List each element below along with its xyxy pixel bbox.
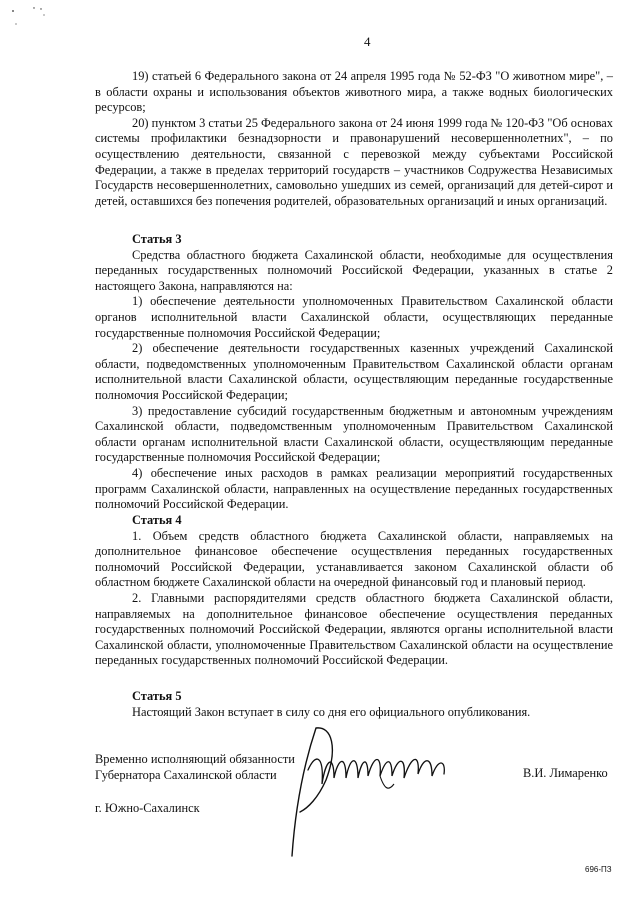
article-3-item-1: 1) обеспечение деятельности уполномоченных Правительством Сахалинской области органов исполнительной власти Сахалинской области, осуществляющих переданные государственные полномочия Российской Федерации; [95, 294, 613, 340]
article-4-part-1: 1. Объем средств областного бюджета Сахалинской области, направляемых на дополнительное финансовое обеспечение осуществления переданных государственных полномочий Российской Федерации, устанавливается законом Сахалинской области об областном бюджете Сахалинской области на очередной финансовый год и плановый период. [95, 528, 613, 590]
article-3-heading: Статья 3 [132, 232, 182, 246]
article-3-item-3: 3) предоставление субсидий государственным бюджетным и автономным учреждениям Сахалинской области, подведомственным уполномоченным Правительством Сахалинской области органам исполнительной власти Сахалинской области, осуществляющим переданные государственные полномочия Российской Федерации; [95, 403, 613, 465]
handwritten-signature [288, 718, 463, 863]
city: г. Южно-Сахалинск [95, 801, 200, 815]
signatory-position-line-2: Губернатора Сахалинской области [95, 767, 277, 782]
article-4 [95, 513, 613, 669]
article-5-heading: Статья 5 [132, 689, 182, 703]
page-number: 4 [364, 34, 371, 49]
article-3-item-2: 2) обеспечение деятельности государственных казенных учреждений Сахалинской области, подведомственных уполномоченным Правительством Сахалинской области органам исполнительной власти Сахалинской области, осуществляющим переданные государственные полномочия Российской Федерации; [95, 341, 613, 402]
signatory-name: В.И. Лимаренко [523, 766, 608, 780]
article-4-part-2: 2. Главными распорядителями средств областного бюджета Сахалинской области, направляемых на дополнительное финансовое обеспечение осуществления переданных государственных полномочий Российской Федерации, являются органы исполнительной власти Сахалинской области, уполномоченные Правительством Сахалинской области на осуществление переданных государственных полномочий Российской Федерации. [95, 590, 613, 668]
document-code: 696-ПЗ [585, 865, 612, 874]
article-3-item-4: 4) обеспечение иных расходов в рамках реализации мероприятий государственных программ Сахалинской области, направленных на осуществление переданных государственных полномочий Российской Федерации. [95, 465, 613, 512]
signatory-position-line-1: Временно исполняющий обязанности [95, 752, 295, 766]
article-5 [95, 689, 613, 720]
signatory-position [95, 752, 295, 783]
list-item-19: 19) статьей 6 Федерального закона от 24 апреля 1995 года № 52-ФЗ "О животном мире", – в области охраны и использования объектов животного мира, а также водных биологических ресурсов; [95, 69, 613, 115]
article-5-text: Настоящий Закон вступает в силу со дня его официального опубликования. [132, 704, 531, 719]
list-item-20: 20) пунктом 3 статьи 25 Федерального закона от 24 июня 1999 года № 120-ФЗ "Об основах системы профилактики безнадзорности и правонарушений несовершеннолетних", – по осуществлению деятельности, связанной с перевозкой между субъектами Российской Федерации, а также в пределах территорий государств – участников Содружества Независимых Государств несовершеннолетних, самовольно ушедших из семей, организаций для детей-сирот и детей, оставшихся без попечения родителей, образовательных организаций и иных организаций. [95, 115, 613, 208]
scan-specks [0, 0, 60, 30]
article-3-intro: Средства областного бюджета Сахалинской области, необходимые для осуществления переданных государственных полномочий Российской Федерации, указанных в статье 2 настоящего Закона, направляются на: [95, 247, 613, 293]
top-list [95, 69, 613, 209]
article-3 [95, 232, 613, 513]
article-4-heading: Статья 4 [132, 513, 182, 527]
